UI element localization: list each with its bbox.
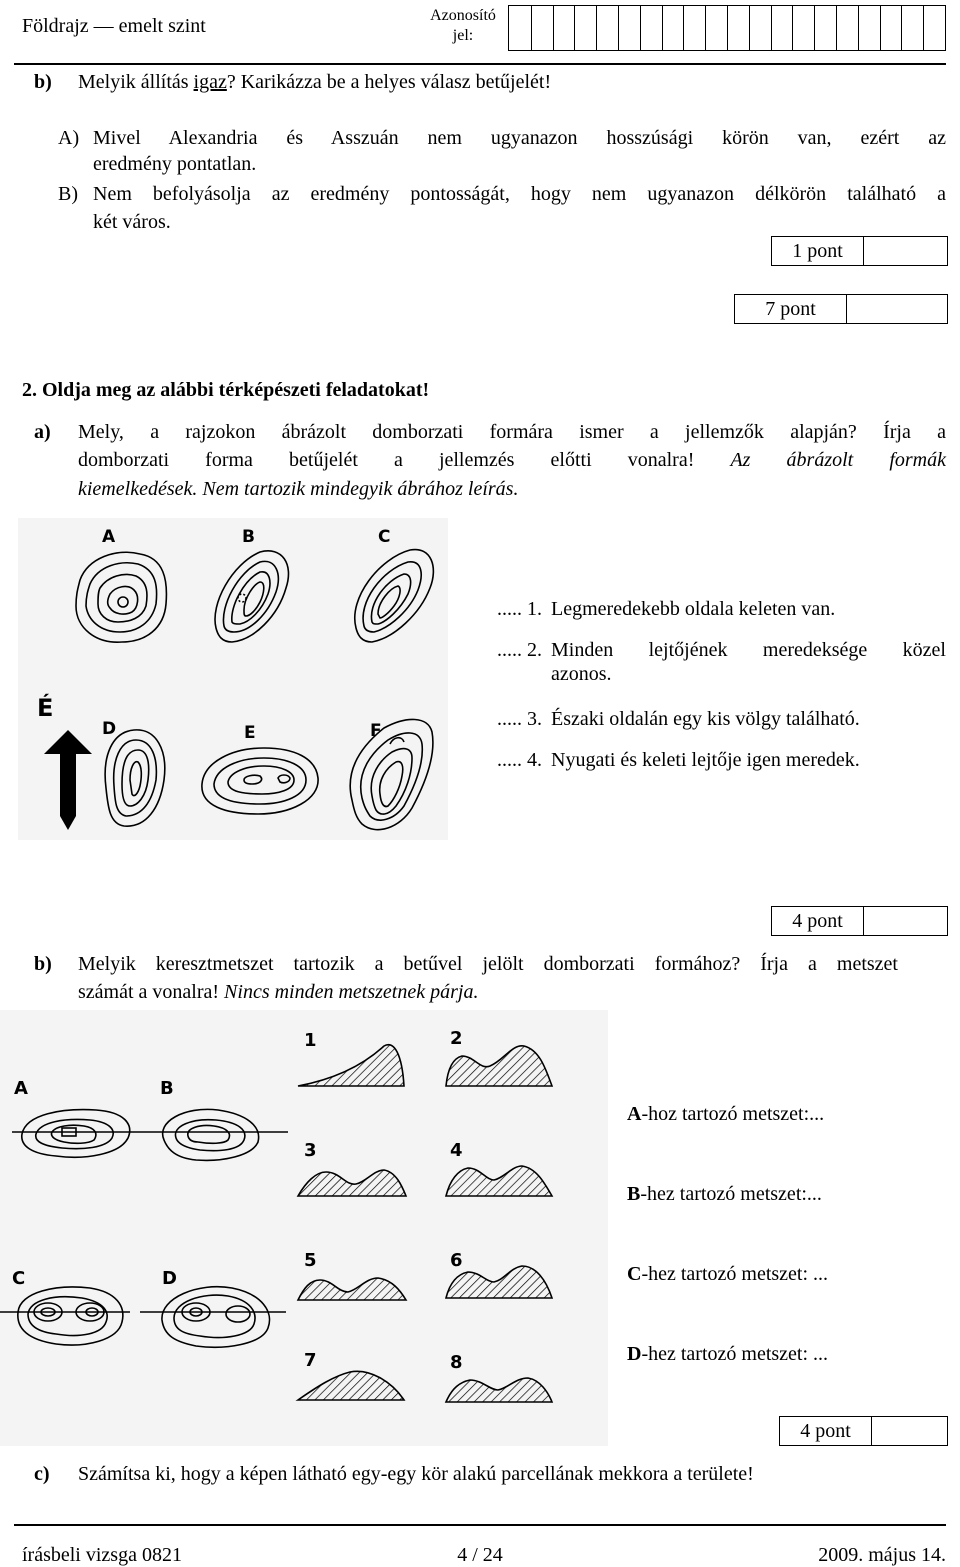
fig-label-b: B	[242, 527, 255, 547]
fig-label-e: E	[244, 723, 256, 743]
section-num-3: 3	[304, 1140, 317, 1161]
q2b-line2: számát a vonalra! Nincs minden metszetnek párja.	[78, 981, 479, 1003]
answer-d[interactable]: D-hez tartozó metszet: ...	[627, 1343, 829, 1365]
fig-label-a: A	[102, 527, 116, 547]
contour-figure	[18, 518, 448, 840]
score-box-1[interactable]: 1 pont	[771, 236, 948, 266]
score-box-7[interactable]: 7 pont	[734, 294, 948, 324]
fig-label-d: D	[102, 719, 117, 739]
score-box-2a[interactable]: 4 pont	[771, 906, 948, 936]
fig-label-f: F	[370, 721, 382, 741]
desc-1: ..... 1. Legmeredekebb oldala keleten van.	[497, 598, 836, 620]
option-a-line2: eredmény pontatlan.	[93, 153, 257, 175]
score-box-2b[interactable]: 4 pont	[779, 1416, 948, 1446]
q2a-line2: domborzati forma betűjelét a jellemzés előtti vonalra! Az ábrázolt formák	[78, 449, 946, 471]
q2c-text: Számítsa ki, hogy a képen látható egy-egy kör alakú parcellának mekkora a területe!	[78, 1463, 754, 1485]
q2c-letter: c)	[34, 1463, 50, 1485]
section-num-7: 7	[304, 1350, 317, 1371]
secfig-label-c: C	[12, 1268, 26, 1289]
section-num-5: 5	[304, 1250, 317, 1271]
desc-3: ..... 3. Északi oldalán egy kis völgy található.	[497, 708, 860, 730]
q1b-prompt: Melyik állítás igaz? Karikázza be a helyes válasz betűjelét!	[78, 71, 552, 93]
north-label: É	[37, 694, 54, 722]
footer-right: 2009. május 14.	[818, 1544, 946, 1566]
cross-section-figure	[0, 1010, 608, 1446]
footer-rule	[14, 1524, 946, 1526]
section-num-2: 2	[450, 1028, 463, 1049]
fig-label-c: C	[378, 527, 391, 547]
q2a-line3: kiemelkedések. Nem tartozik mindegyik ábrához leírás.	[78, 478, 519, 500]
option-b-label: B)	[58, 183, 78, 205]
secfig-label-b: B	[160, 1078, 174, 1099]
q2-heading: 2. Oldja meg az alábbi térképészeti feladatokat!	[22, 379, 430, 401]
id-label: Azonosító jel:	[430, 7, 496, 44]
q2a-line1: Mely, a rajzokon ábrázolt domborzati formára ismer a jellemzők alapján? Írja a	[78, 421, 946, 443]
answer-c[interactable]: C-hez tartozó metszet: ...	[627, 1263, 829, 1285]
desc-2: ..... 2. Minden lejtőjének meredeksége közel azonos.	[497, 639, 946, 685]
secfig-label-a: A	[14, 1078, 28, 1099]
q1b-letter: b)	[34, 71, 52, 93]
section-num-6: 6	[450, 1250, 463, 1271]
desc-4: ..... 4. Nyugati és keleti lejtője igen meredek.	[497, 749, 860, 771]
answer-a[interactable]: A-hoz tartozó metszet:...	[627, 1103, 825, 1125]
footer-left: írásbeli vizsga 0821	[22, 1544, 182, 1566]
secfig-label-d: D	[162, 1268, 177, 1289]
page-number: 4 / 24	[457, 1544, 503, 1566]
section-num-4: 4	[450, 1140, 463, 1161]
q2b-letter: b)	[34, 953, 52, 975]
section-num-8: 8	[450, 1352, 463, 1373]
id-boxes[interactable]	[508, 5, 946, 51]
option-a-line1: Mivel Alexandria és Asszuán nem ugyanazon hosszúsági körön van, ezért az	[93, 127, 946, 149]
option-b-line1: Nem befolyásolja az eredmény pontosságát, hogy nem ugyanazon délkörön található a	[93, 183, 946, 205]
q2a-letter: a)	[34, 421, 51, 443]
answer-b[interactable]: B-hez tartozó metszet:...	[627, 1183, 822, 1205]
option-b-line2: két város.	[93, 211, 171, 233]
option-a-label: A)	[58, 127, 80, 149]
header-rule	[14, 63, 946, 65]
q2b-line1: Melyik keresztmetszet tartozik a betűvel jelölt domborzati formához? Írja a metszet	[78, 953, 898, 975]
header-subject: Földrajz — emelt szint	[22, 15, 206, 37]
section-num-1: 1	[304, 1030, 317, 1051]
